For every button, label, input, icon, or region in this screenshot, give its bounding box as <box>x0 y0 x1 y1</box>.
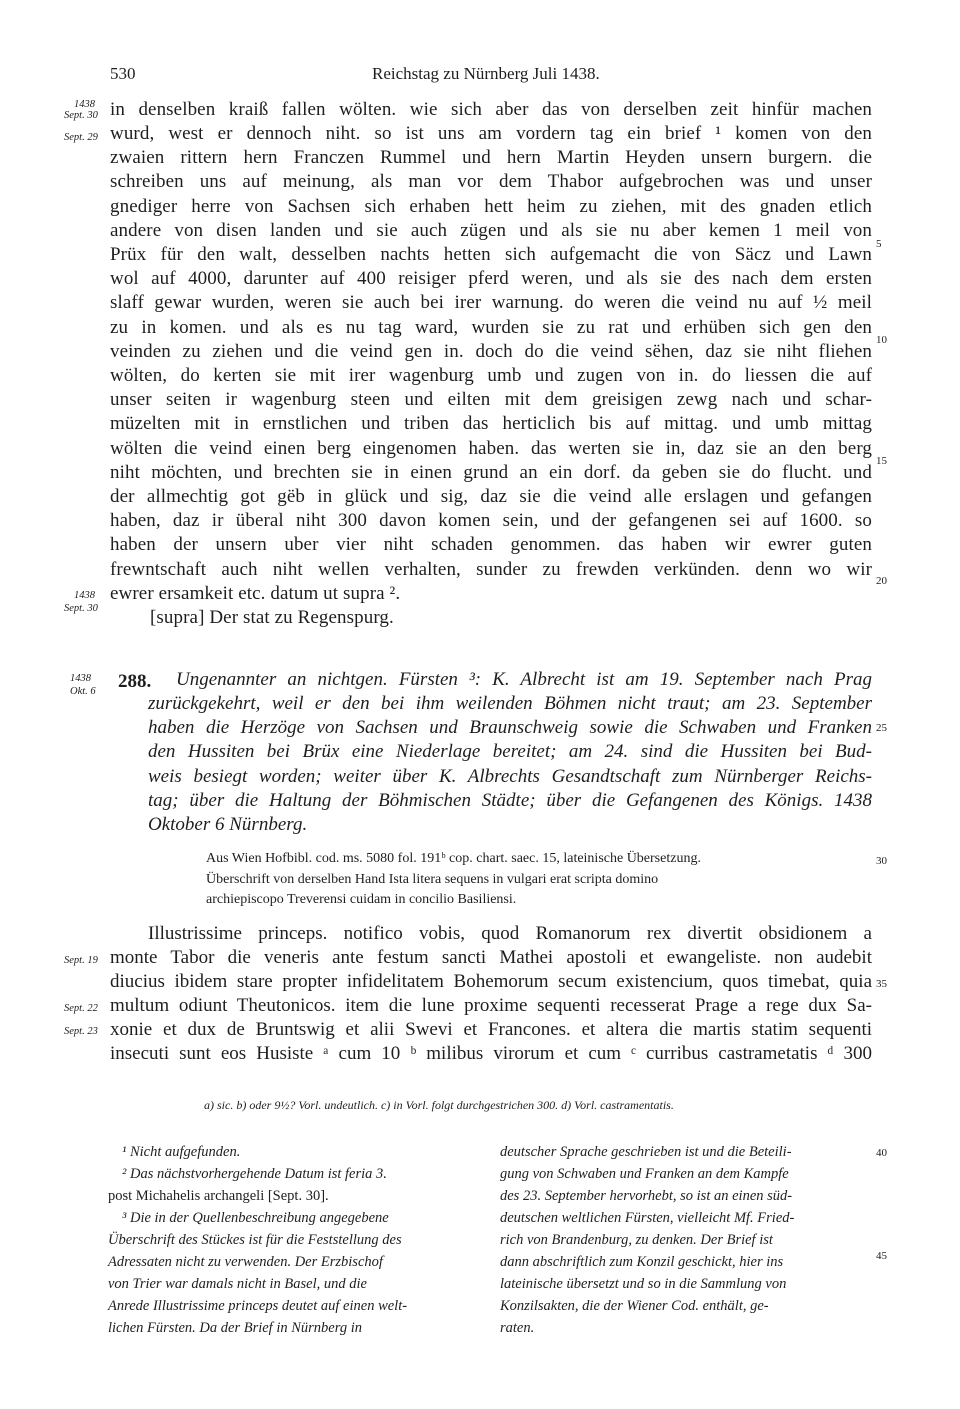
footnote-line: gung von Schwaben und Franken an dem Kampfe <box>500 1166 789 1182</box>
summary-line: weis besiegt worden; weiter über K. Albrechts Gesandtschaft zum Nürnberger Reichs- <box>148 766 872 787</box>
text-line: wölten die veind einen berg eingenomen haben. das werten sie in, daz sie an den berg <box>110 438 872 459</box>
footnote-line: von Trier war damals nicht in Basel, und die <box>108 1276 367 1292</box>
margin-date: Okt. 6 <box>70 686 96 697</box>
running-title: Reichstag zu Nürnberg Juli 1438. <box>372 64 600 83</box>
text-line: Prüx für den walt, desselben nachts hetten sich aufgemacht die von Säcz und Lawn <box>110 244 872 265</box>
text-line: wurd, west er dennoch niht. so ist uns am vordern tag ein brief ¹ komen von den <box>110 123 872 144</box>
summary-line: tag; über die Haltung der Böhmischen Städte; über die Gefangenen des Königs. 1438 <box>148 790 872 811</box>
text-line: andere von disen landen und sie auch zügen und als sie nu aber kemen 1 meil von <box>110 220 872 241</box>
text-line: niht möchten, und brechten sie in einen grund an ein dorf. da geben sie do flucht. und <box>110 462 872 483</box>
footnote-line: deutschen weltlichen Fürsten, vielleicht Mf. Fried- <box>500 1210 795 1226</box>
margin-date: Sept. 29 <box>64 132 98 143</box>
text-line: Illustrissime princeps. notifico vobis, quod Romanorum rex divertit obsidionem a <box>148 923 872 944</box>
line-number: 40 <box>876 1147 887 1159</box>
line-number: 5 <box>876 238 882 250</box>
footnote-line: rich von Brandenburg, zu denken. Der Brief ist <box>500 1232 773 1248</box>
summary-line: den Hussiten bei Brüx eine Niederlage bereitet; am 24. sind die Hussiten bei Bud- <box>148 741 872 762</box>
footnote-line: lateinische übersetzt und so in die Sammlung von <box>500 1276 787 1292</box>
footnote-line: ³ Die in der Quellenbeschreibung angegebene <box>122 1210 389 1226</box>
footnote-line: Anrede Illustrissime princeps deutet auf einen welt- <box>108 1298 408 1314</box>
summary-line: haben die Herzöge von Sachsen und Braunschweig sowie die Schwaben und Franken <box>148 717 872 738</box>
text-line: in denselben kraiß fallen wölten. wie sich aber das von derselben zeit hinfür machen <box>110 99 872 120</box>
line-number: 35 <box>876 978 887 990</box>
footnote-line: ¹ Nicht aufgefunden. <box>122 1144 241 1160</box>
text-line: gnediger herre von Sachsen sich erhaben hett heim zu ziehen, mit des gnaden etlich <box>110 196 872 217</box>
margin-date: 1438 <box>70 673 91 684</box>
line-number: 10 <box>876 334 887 346</box>
text-line: wölten, do kerten sie mit irer wagenburg umb und zugen von in. do liessen die auf <box>110 365 872 386</box>
text-line: veinden zu ziehen und die veind gen in. doch do die veind sëhen, daz sie niht fliehen <box>110 341 872 362</box>
margin-date: Sept. 19 <box>64 955 98 966</box>
text-line: monte Tabor die veneris ante festum sancti Mathei apostoli et ewangeliste. non audebit <box>110 947 872 968</box>
footnote-line: post Michahelis archangeli [Sept. 30]. <box>108 1188 329 1204</box>
text-line: multum odiunt Theutonicos. item die lune proxime sequenti recesserat Prage a rege dux Sa- <box>110 995 872 1016</box>
text-line: haben, daz ir überal niht 300 davon komen sein, und der gefangenen sei auf 1600. so <box>110 510 872 531</box>
line-number: 30 <box>876 855 887 867</box>
margin-date: Sept. 22 <box>64 1003 98 1014</box>
text-line: frewntschaft auch niht wellen verhalten, sunder zu frewden verkünden. denn wo wir <box>110 559 872 580</box>
variant-notes: a) sic. b) oder 9½? Vorl. undeutlich. c) in Vorl. folgt durchgestrichen 300. d) Vorl. castramentatis. <box>204 1098 674 1112</box>
footnote-line: des 23. September hervorhebt, so ist an einen süd- <box>500 1188 793 1204</box>
footnote-line: deutscher Sprache geschrieben ist und die Beteili- <box>500 1144 792 1160</box>
text-line: ewrer ersamkeit etc. datum ut supra ². <box>110 583 401 604</box>
text-line: müzelten mit in ernstlichen und triben das herticlich bis auf mittag. und umb mittag <box>110 413 872 434</box>
summary-line: Oktober 6 Nürnberg. <box>148 814 308 835</box>
document-number: 288. <box>118 671 152 692</box>
margin-date: Sept. 30 <box>64 603 98 614</box>
footnote-line: raten. <box>500 1320 535 1336</box>
margin-date: Sept. 30 <box>64 110 98 121</box>
text-line: zu in komen. und als es nu tag ward, wurden sie zu rat und erhüben sich gen den <box>110 317 872 338</box>
text-line: zwaien rittern hern Franczen Rummel und hern Martin Heyden unsern burgern. die <box>110 147 872 168</box>
footnote-line: ² Das nächstvorhergehende Datum ist feria 3. <box>122 1166 387 1182</box>
text-line: diucius ibidem stare propter infidelitatem Bohemorum secum existencium, quos timebat, quia <box>110 971 872 992</box>
page-number: 530 <box>110 64 136 83</box>
line-number: 45 <box>876 1250 887 1262</box>
text-line: insecuti sunt eos Husiste ᵃ cum 10 ᵇ milibus virorum et cum ᶜ curribus castrametatis ᵈ 300 <box>110 1043 872 1064</box>
addressee-line: [supra] Der stat zu Regenspurg. <box>150 607 394 628</box>
source-line: archiepiscopo Treverensi cuidam in concilio Basiliensi. <box>206 892 517 907</box>
text-line: haben der unsern uber vier niht schaden genommen. das haben wir ewrer guten <box>110 534 872 555</box>
line-number: 20 <box>876 575 887 587</box>
footnote-line: Überschrift des Stückes ist für die Feststellung des <box>108 1232 402 1248</box>
footnote-line: Adressaten nicht zu verwenden. Der Erzbischof <box>108 1254 383 1270</box>
margin-date: 1438 <box>74 99 95 110</box>
text-line: schreiben uns auf meinung, als man vor dem Thabor aufgebrochen was und unser <box>110 171 872 192</box>
source-line: Aus Wien Hofbibl. cod. ms. 5080 fol. 191ᵇ cop. chart. saec. 15, lateinische Übersetzung. <box>206 851 701 866</box>
footnote-line: lichen Fürsten. Da der Brief in Nürnberg in <box>108 1320 362 1336</box>
text-line: slaff gewar wurden, weren sie auch bei irer warnung. do weren die veind nu auf ½ meil <box>110 292 872 313</box>
summary-line: Ungenannter an nichtgen. Fürsten ³: K. Albrecht ist am 19. September nach Prag <box>176 669 872 690</box>
source-line: Überschrift von derselben Hand Ista litera sequens in vulgari erat scripta domino <box>206 872 659 887</box>
text-line: unser seiten ir wagenburg steen und eilten mit dem greisigen zewg nach und schar- <box>110 389 872 410</box>
margin-date: Sept. 23 <box>64 1026 98 1037</box>
text-line: wol auf 4000, darunter auf 400 reisiger pferd weren, und als sie des nach dem ersten <box>110 268 872 289</box>
text-line: der allmechtig got gëb in glück und sig, daz sie die veind alle erslagen und gefangen <box>110 486 872 507</box>
footnote-line: dann abschriftlich zum Konzil geschickt, hier ins <box>500 1254 784 1270</box>
footnote-line: Konzilsakten, die der Wiener Cod. enthält, ge- <box>500 1298 769 1314</box>
line-number: 25 <box>876 722 887 734</box>
margin-date: 1438 <box>74 590 95 601</box>
summary-line: zurückgekehrt, weil er den bei ihm weilenden Böhmen nicht traut; am 23. September <box>148 693 872 714</box>
text-line: xonie et dux de Bruntswig et alii Swevi et Francones. et altera die martis statim sequenti <box>110 1019 872 1040</box>
line-number: 15 <box>876 455 887 467</box>
